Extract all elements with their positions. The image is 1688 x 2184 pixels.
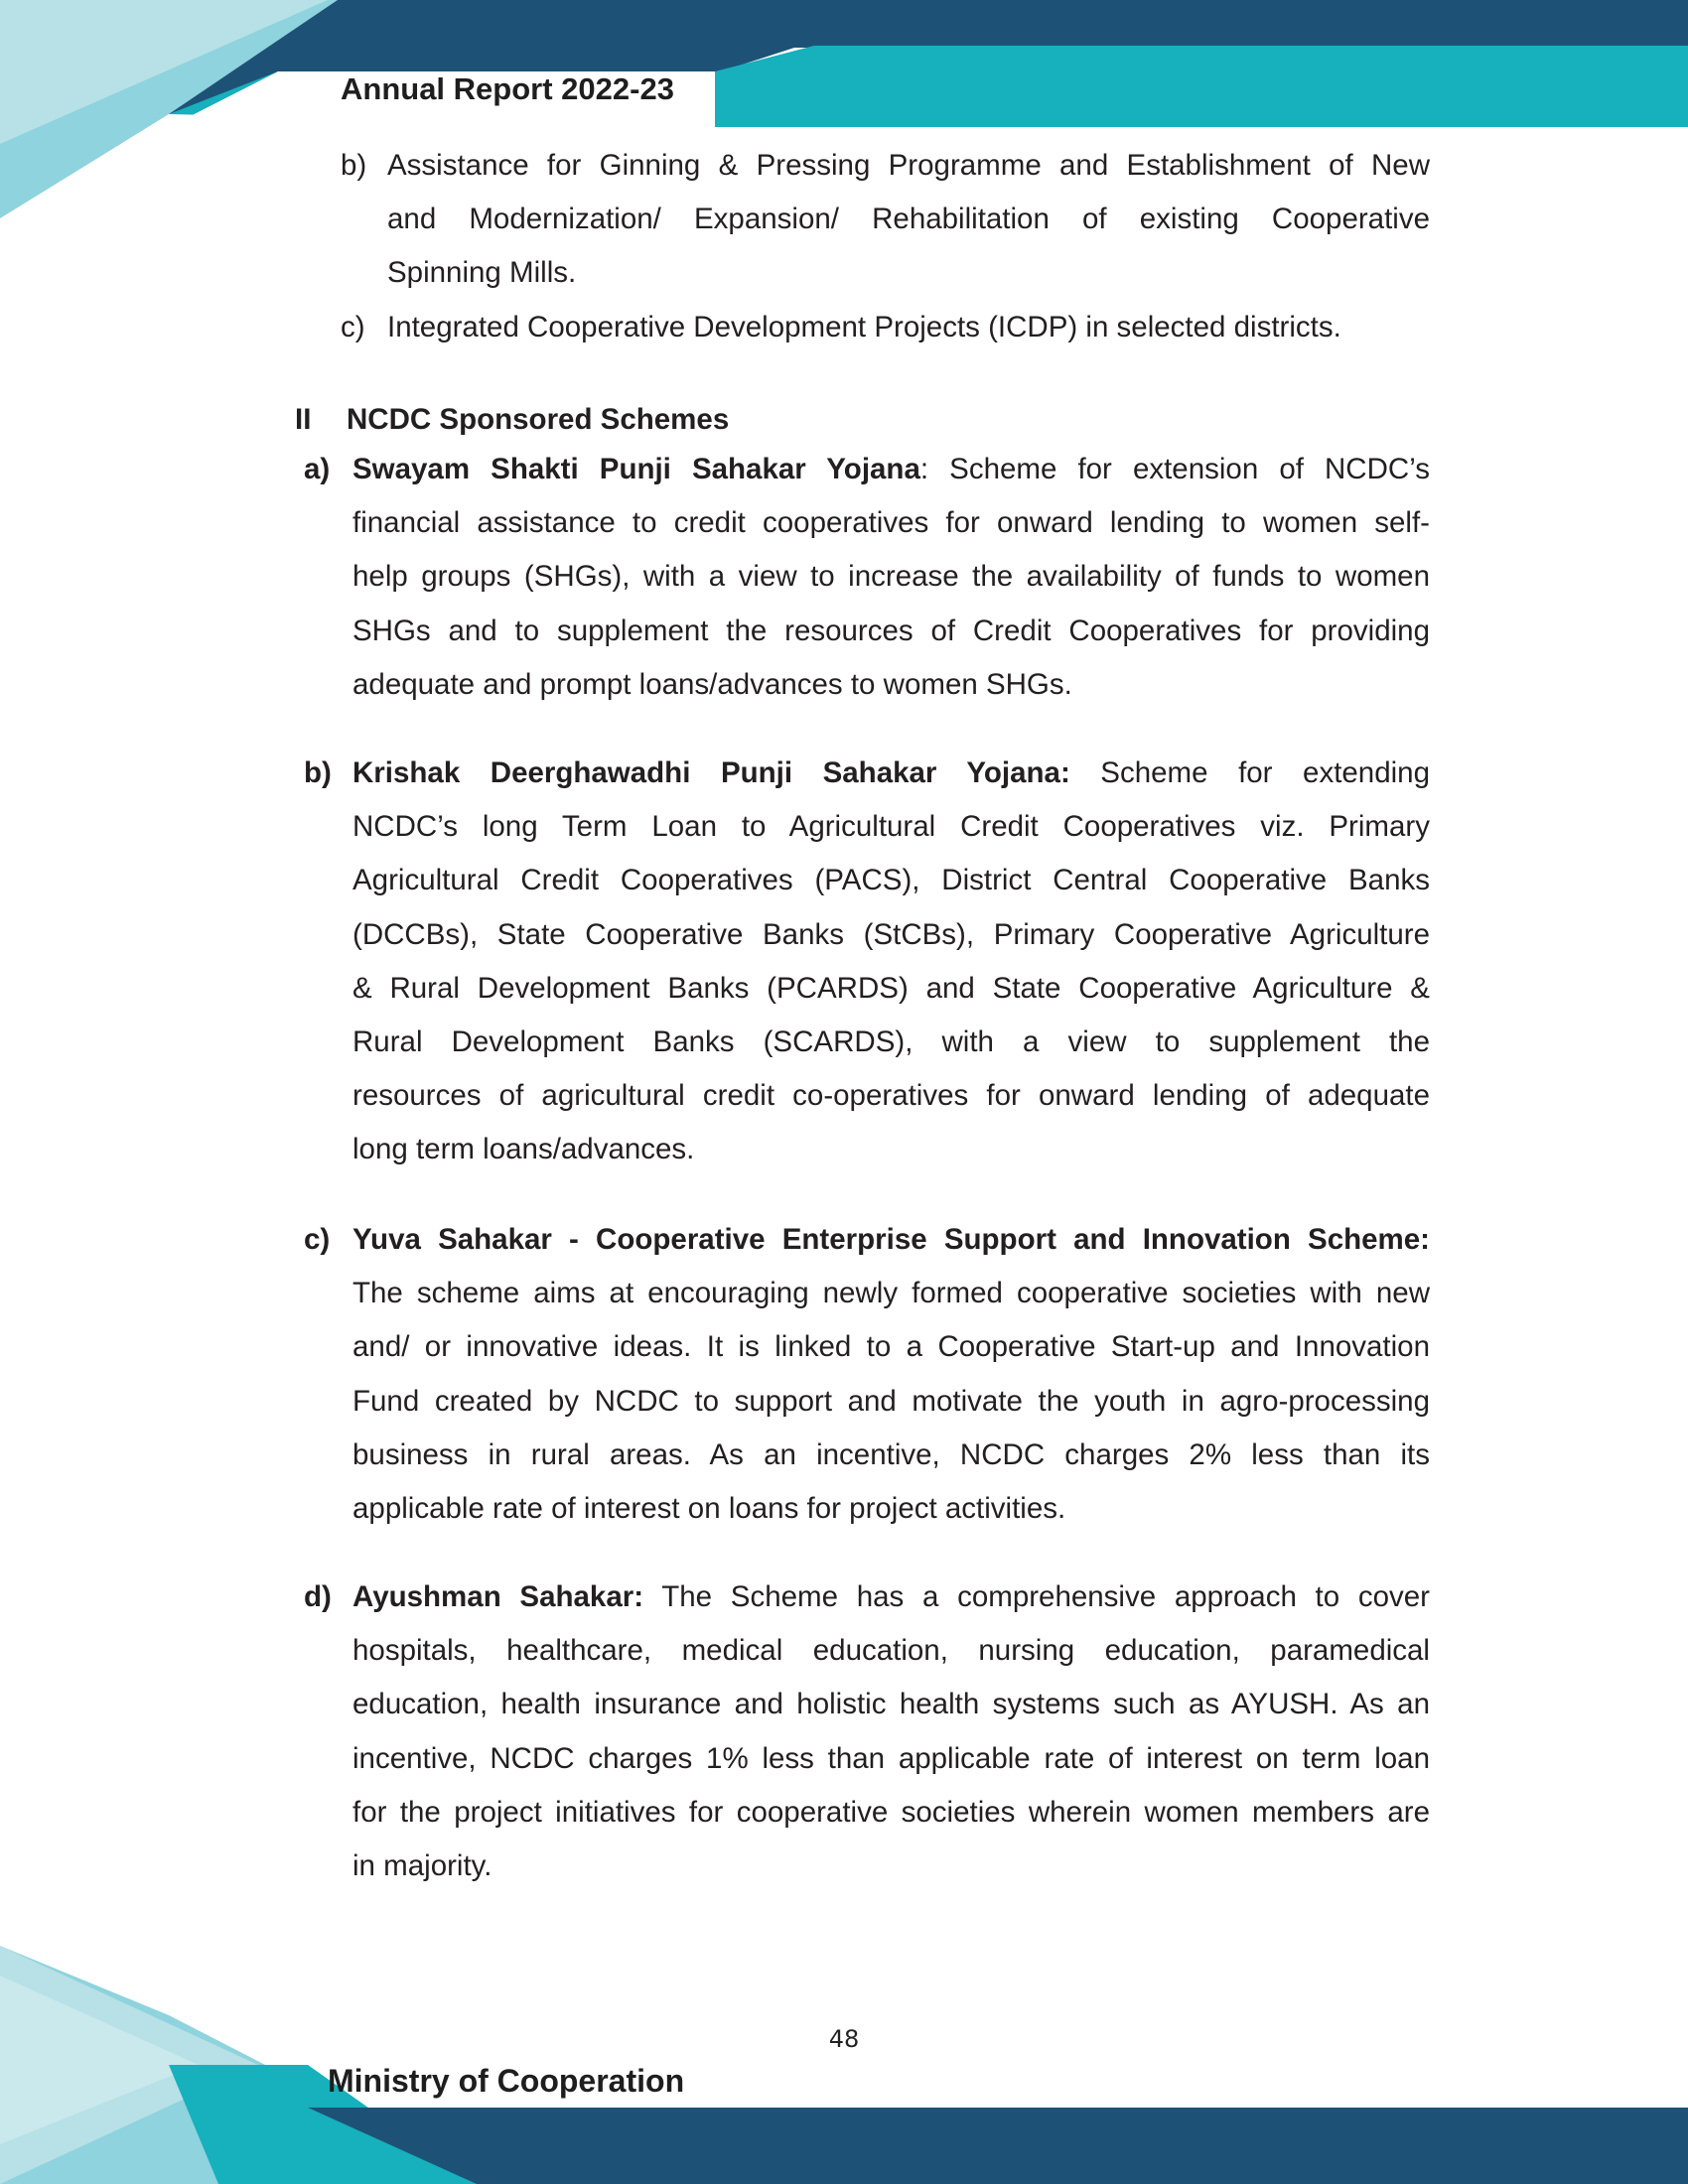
- list-item: [341, 139, 1430, 301]
- list-marker: b): [341, 149, 367, 182]
- scheme-name: Ayushman Sahakar:: [352, 1580, 644, 1613]
- scheme-text: The Scheme has a comprehensive approach to cover: [643, 1580, 1431, 1613]
- text-line: Rural Development Banks (SCARDS), with a view to supplement the: [352, 1025, 1430, 1059]
- text-line: for the project initiatives for cooperative societies wherein women members are: [352, 1795, 1430, 1829]
- continued-list: [341, 139, 1430, 354]
- text-line: Spinning Mills.: [387, 256, 577, 290]
- text-line: NCDC’s long Term Loan to Agricultural Credit Cooperatives viz. Primary: [352, 810, 1430, 844]
- text-line: & Rural Development Banks (PCARDS) and State Cooperative Agriculture &: [352, 971, 1430, 1005]
- scheme-first-line: [352, 1570, 1430, 1624]
- section-number: II: [295, 403, 312, 436]
- scheme-marker: c): [304, 1223, 331, 1256]
- text-line: hospitals, healthcare, medical education, nursing education, paramedical: [352, 1634, 1430, 1668]
- list-marker: c): [341, 310, 365, 343]
- scheme-item: [304, 1570, 1430, 1893]
- text-line: education, health insurance and holistic health systems such as AYUSH. As an: [352, 1688, 1430, 1721]
- scheme-item: [304, 1213, 1430, 1536]
- list-item: [341, 301, 1430, 354]
- scheme-item: [304, 443, 1430, 712]
- scheme-marker: b): [304, 756, 332, 789]
- text-line: SHGs and to supplement the resources of Credit Cooperatives for providing: [352, 614, 1430, 647]
- text-line: resources of agricultural credit co-operatives for onward lending of adequate: [352, 1079, 1430, 1113]
- scheme-first-line: [352, 443, 1430, 496]
- footer-title: Ministry of Cooperation: [328, 2063, 685, 2099]
- section-title: NCDC Sponsored Schemes: [347, 403, 730, 436]
- scheme-first-line: [352, 1213, 1430, 1267]
- text-line: long term loans/advances.: [352, 1133, 695, 1166]
- page-number: 48: [828, 2025, 860, 2053]
- text-line: help groups (SHGs), with a view to increase the availability of funds to women: [352, 560, 1430, 594]
- text-line: and/ or innovative ideas. It is linked to a Cooperative Start-up and Innovation: [352, 1330, 1430, 1364]
- text-line: financial assistance to credit cooperatives for onward lending to women self-: [352, 506, 1430, 540]
- text-line: in majority.: [352, 1849, 492, 1883]
- text-line: Fund created by NCDC to support and motivate the youth in agro-processing: [352, 1384, 1430, 1418]
- section-heading: [295, 393, 729, 447]
- scheme-text: Scheme for extending: [1069, 756, 1430, 789]
- scheme-marker: d): [304, 1580, 332, 1613]
- footer-decoration: [0, 1946, 1688, 2184]
- scheme-marker: a): [304, 453, 331, 485]
- text-line: Integrated Cooperative Development Projects (ICDP) in selected districts.: [387, 310, 1341, 343]
- header-title: Annual Report 2022-23: [341, 71, 674, 106]
- text-line: adequate and prompt loans/advances to women SHGs.: [352, 667, 1072, 701]
- text-line: The scheme aims at encouraging newly formed cooperative societies with new: [352, 1277, 1430, 1310]
- scheme-name: Krishak Deerghawadhi Punji Sahakar Yojana:: [352, 756, 1070, 789]
- text-line: (DCCBs), State Cooperative Banks (StCBs), Primary Cooperative Agriculture: [352, 917, 1430, 951]
- scheme-text: : Scheme for extension of NCDC’s: [919, 453, 1430, 485]
- text-line: Assistance for Ginning & Pressing Programme and Establishment of New: [387, 149, 1430, 182]
- scheme-first-line: [352, 747, 1430, 800]
- text-line: and Modernization/ Expansion/ Rehabilitation of existing Cooperative: [387, 203, 1430, 236]
- scheme-name: Yuva Sahakar - Cooperative Enterprise Support and Innovation Scheme:: [352, 1223, 1430, 1256]
- text-line: Agricultural Credit Cooperatives (PACS), District Central Cooperative Banks: [352, 864, 1430, 897]
- scheme-item: [304, 747, 1430, 1177]
- scheme-name: Swayam Shakti Punji Sahakar Yojana: [352, 453, 920, 485]
- text-line: applicable rate of interest on loans for project activities.: [352, 1492, 1066, 1526]
- text-line: incentive, NCDC charges 1% less than applicable rate of interest on term loan: [352, 1741, 1430, 1775]
- text-line: business in rural areas. As an incentive, NCDC charges 2% less than its: [352, 1437, 1430, 1471]
